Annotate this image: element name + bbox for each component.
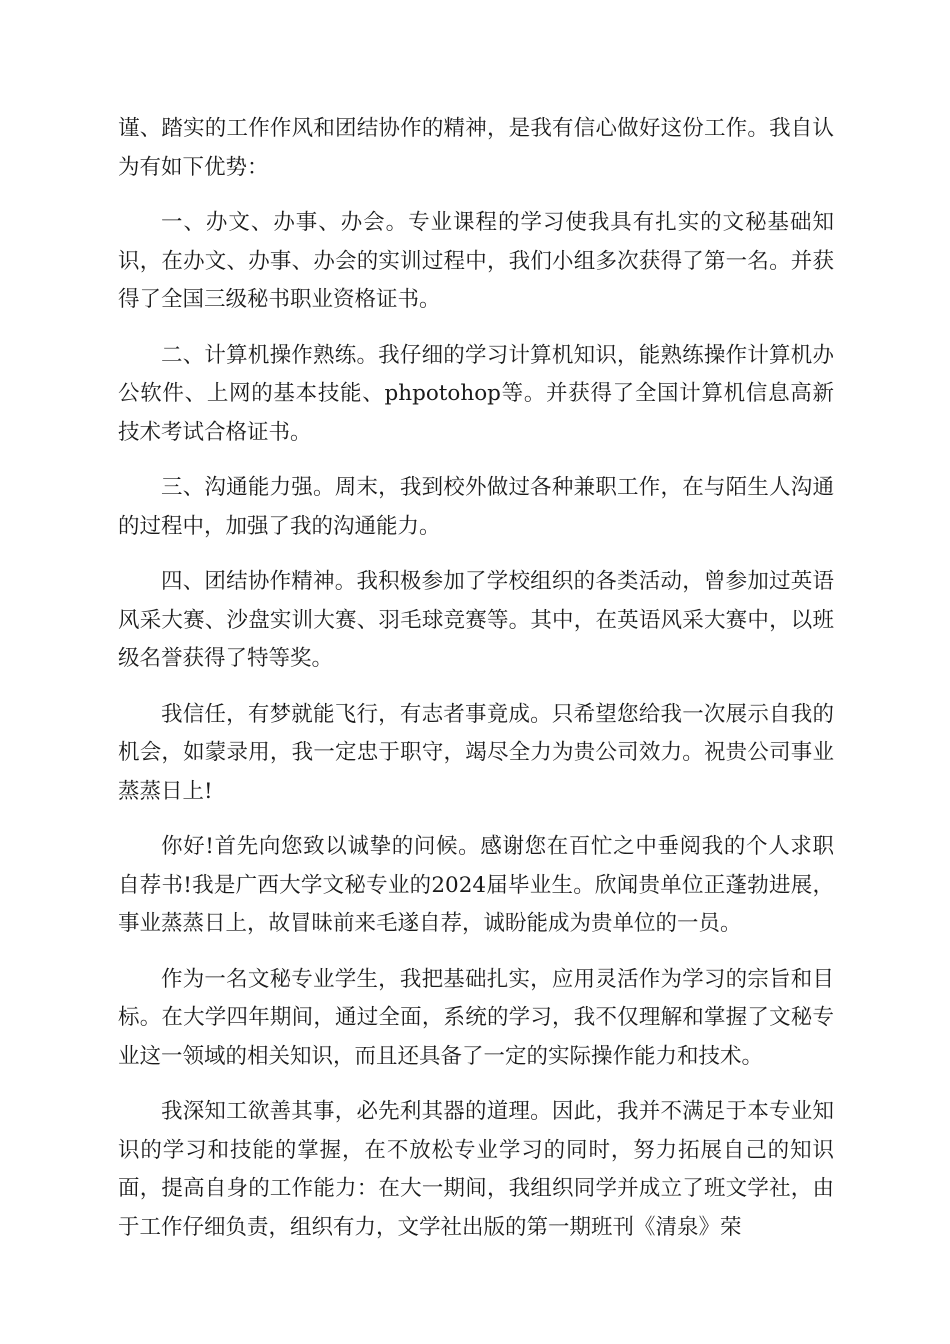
paragraph-continuation: 谨、踏实的工作作风和团结协作的精神，是我有信心做好这份工作。我自认为有如下优势： [118,116,834,180]
paragraph-advantage-computer: 二、计算机操作熟练。我仔细的学习计算机知识，能熟练操作计算机办公软件、上网的基本技能、phpotohop等。并获得了全国计算机信息高新技术考试合格证书。 [118,342,834,445]
paragraph-study: 作为一名文秘专业学生，我把基础扎实，应用灵活作为学习的宗旨和目标。在大学四年期间，通过全面，系统的学习，我不仅理解和掌握了文秘专业这一领域的相关知识，而且还具备了一定的实际操作能力和技术。 [118,966,834,1069]
paragraph-closing: 我信任，有梦就能飞行，有志者事竟成。只希望您给我一次展示自我的机会，如蒙录用，我一定忠于职守，竭尽全力为贵公司效力。祝贵公司事业蒸蒸日上! [118,701,834,804]
paragraph-greeting: 你好!首先向您致以诚挚的问候。感谢您在百忙之中垂阅我的个人求职自荐书!我是广西大学文秘专业的2024届毕业生。欣闻贵单位正蓬勃进展，事业蒸蒸日上，故冒昧前来毛遂自荐，诚盼能成为贵单位的一员。 [118,834,834,936]
paragraph-extracurricular: 我深知工欲善其事，必先利其器的道理。因此，我并不满足于本专业知识的学习和技能的掌握，在不放松专业学习的同时，努力拓展自己的知识面，提高自身的工作能力：在大一期间，我组织同学并成立了班文学社，由于工作仔细负责，组织有力，文学社出版的第一期班刊《清泉》荣 [118,1099,834,1240]
paragraph-advantage-office: 一、办文、办事、办会。专业课程的学习使我具有扎实的文秘基础知识，在办文、办事、办会的实训过程中，我们小组多次获得了第一名。并获得了全国三级秘书职业资格证书。 [118,210,834,312]
paragraph-advantage-teamwork: 四、团结协作精神。我积极参加了学校组织的各类活动，曾参加过英语风采大赛、沙盘实训大赛、羽毛球竞赛等。其中，在英语风采大赛中，以班级名誉获得了特等奖。 [118,569,834,671]
paragraph-advantage-communication: 三、沟通能力强。周末，我到校外做过各种兼职工作，在与陌生人沟通的过程中，加强了我的沟通能力。 [118,475,834,539]
document-body [118,110,834,1264]
